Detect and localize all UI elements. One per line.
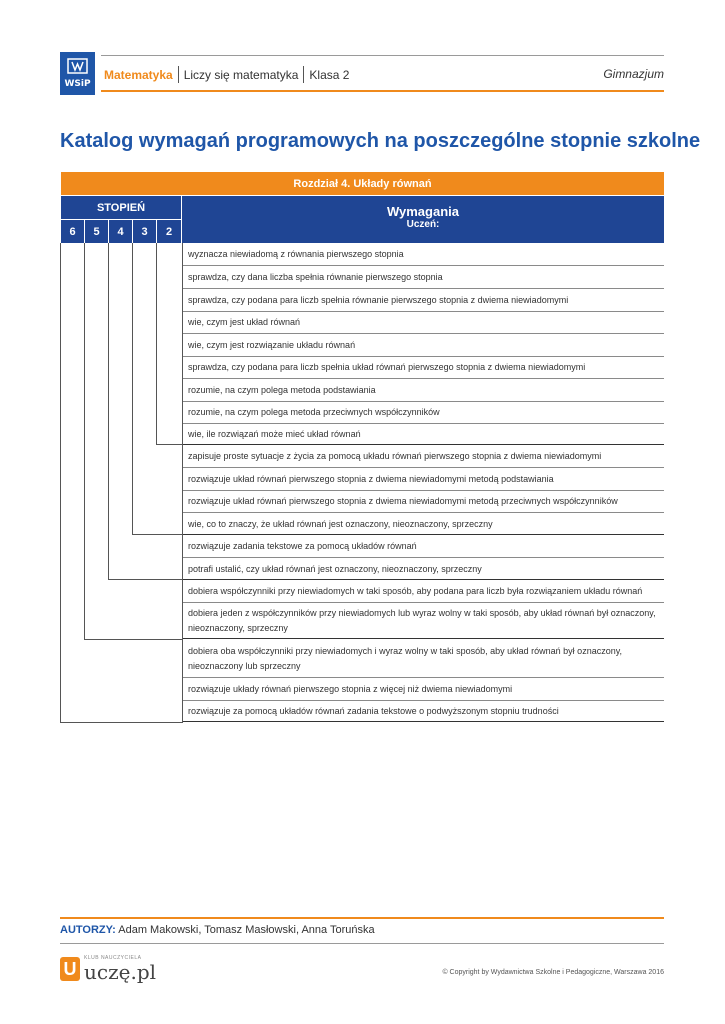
step-line — [84, 639, 183, 640]
authors-label: AUTORZY: — [60, 924, 116, 936]
header-breadcrumb — [104, 66, 349, 83]
requirement-row: sprawdza, czy dana liczba spełnia równanie pierwszego stopnia — [183, 267, 664, 289]
authors-names: Adam Makowski, Tomasz Masłowski, Anna Toruńska — [118, 924, 375, 936]
step-line — [60, 722, 183, 723]
grade-header-3: 3 — [133, 220, 156, 243]
requirement-row: rozwiązuje układy równań pierwszego stopnia z więcej niż dwiema niewiadomymi — [183, 679, 664, 701]
club-label: KLUB NAUCZYCIELA — [84, 955, 142, 961]
requirement-row: rozumie, na czym polega metoda podstawiania — [183, 380, 664, 402]
band-line-6 — [60, 243, 61, 723]
requirement-row: rozwiązuje zadania tekstowe za pomocą układów równań — [183, 536, 664, 558]
requirement-row: zapisuje proste sytuacje z życia za pomocą układu równań pierwszego stopnia z dwiema niewiadomymi — [183, 446, 664, 468]
requirements-header — [182, 196, 664, 243]
requirement-row: wie, czym jest rozwiązanie układu równań — [183, 335, 664, 357]
requirement-row: wie, ile rozwiązań może mieć układ równań — [183, 425, 664, 445]
ucze-logo — [60, 953, 170, 985]
requirement-row: rozwiązuje układ równań pierwszego stopnia z dwiema niewiadomymi metodą przeciwnych współczynników — [183, 491, 664, 513]
requirement-row: dobiera oba współczynniki przy niewiadomych i wyraz wolny w taki sposób, aby układ równań był oznaczony, nieoznaczony lub sprzeczny — [183, 640, 664, 678]
stopien-header: STOPIEŃ — [61, 196, 181, 219]
student-label: Uczeń: — [406, 219, 440, 230]
school-label: Gimnazjum — [603, 67, 664, 81]
requirement-row: rozwiązuje za pomocą układów równań zadania tekstowe o podwyższonym stopniu trudności — [183, 702, 664, 722]
grade-header-6: 6 — [61, 220, 84, 243]
requirement-row: potrafi ustalić, czy układ równań jest oznaczony, nieoznaczony, sprzeczny — [183, 559, 664, 580]
header-rule-bottom — [101, 90, 664, 92]
requirement-row: wyznacza niewiadomą z równania pierwszego stopnia — [183, 244, 664, 266]
wsip-logo — [60, 52, 95, 95]
requirement-row: rozumie, na czym polega metoda przeciwnych współczynników — [183, 402, 664, 424]
step-line — [108, 579, 183, 580]
series-label: Liczy się matematyka — [183, 67, 299, 82]
wsip-mark-icon — [67, 58, 88, 74]
grade-bands — [60, 243, 183, 723]
grade-header-2: 2 — [157, 220, 181, 243]
page-title: Katalog wymagań programowych na poszczególne stopnie szkolne — [60, 130, 701, 152]
brand-name: uczę.pl — [84, 960, 157, 984]
section-header: Rozdział 4. Układy równań — [61, 172, 664, 195]
separator — [303, 66, 304, 83]
footer-rule-bottom — [60, 943, 664, 944]
footer-rule-top — [60, 917, 664, 919]
step-line — [156, 444, 183, 445]
logo-text: WSiP — [64, 79, 91, 89]
grade-label: Klasa 2 — [309, 67, 350, 82]
requirement-row: wie, czym jest układ równań — [183, 312, 664, 334]
band-line-5 — [84, 243, 85, 639]
step-line — [132, 534, 183, 535]
band-line-4 — [108, 243, 109, 579]
ucze-u-icon: U — [60, 957, 80, 981]
copyright: © Copyright by Wydawnictwa Szkolne i Pedagogiczne, Warszawa 2016 — [442, 969, 664, 976]
band-line-3 — [132, 243, 133, 534]
header-rule-top — [101, 55, 664, 56]
requirement-row: dobiera jeden z współczynników przy niewiadomych lub wyraz wolny w taki sposób, aby układ równań był oznaczony, nieoznaczony, sprzeczny — [183, 604, 664, 639]
grade-header-5: 5 — [85, 220, 108, 243]
requirements-label: Wymagania — [386, 204, 459, 219]
separator — [178, 66, 179, 83]
requirement-row: sprawdza, czy podana para liczb spełnia równanie pierwszego stopnia z dwiema niewiadomymi — [183, 290, 664, 312]
band-line-2 — [156, 243, 157, 444]
subject-label: Matematyka — [104, 67, 173, 82]
requirement-row: wie, co to znaczy, że układ równań jest oznaczony, nieoznaczony, sprzeczny — [183, 514, 664, 535]
grade-header-4: 4 — [109, 220, 132, 243]
authors-line — [60, 924, 375, 936]
requirement-row: sprawdza, czy podana para liczb spełnia układ równań pierwszego stopnia z dwiema niewiadomymi — [183, 357, 664, 379]
requirement-row: rozwiązuje układ równań pierwszego stopnia z dwiema niewiadomymi metodą podstawiania — [183, 469, 664, 491]
requirement-row: dobiera współczynniki przy niewiadomych w taki sposób, aby podana para liczb była rozwiązaniem układu równań — [183, 581, 664, 603]
